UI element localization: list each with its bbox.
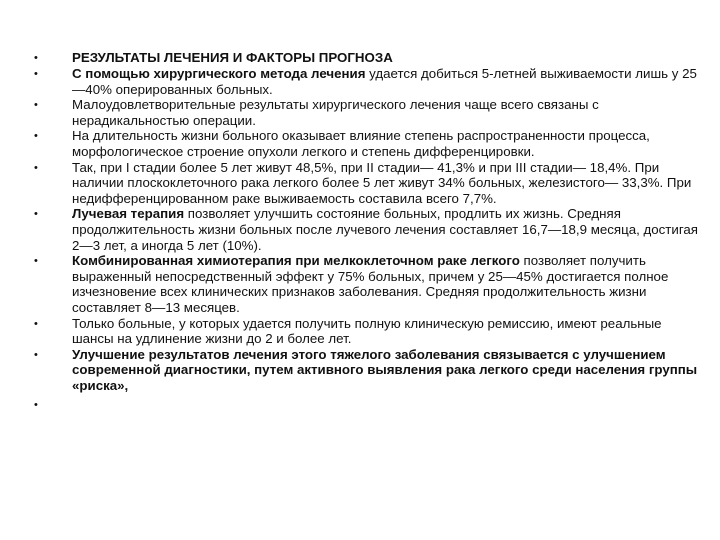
- item-text: [72, 160, 706, 207]
- item-plain-text: позволяет получить выраженный непосредственный эффект у 75% больных, причем у 25—45% достигается полное изчезновение всех клинических признаков заболевания. Средняя продолжительность жизни составляет 8—13 месяцев.: [72, 253, 669, 315]
- item-text: [72, 128, 706, 159]
- item-text: [72, 347, 706, 394]
- bullet-icon: •: [34, 52, 38, 64]
- item-plain-text: На длительность жизни больного оказывает влияние степень распространенности процесса, морфологическое строение опухоли легкого и степень дифференцировки.: [72, 128, 650, 159]
- list-item: [34, 66, 706, 97]
- item-bold-text: С помощью хирургического метода лечения: [72, 66, 366, 81]
- item-plain-text: Только больные, у которых удается получить полную клиническую ремиссию, имеют реальные шансы на удлинение жизни до 2 и более лет.: [72, 315, 662, 347]
- bullet-icon: •: [34, 317, 38, 330]
- list-item: [34, 347, 706, 394]
- list-item: [34, 206, 706, 253]
- bullet-icon: •: [34, 161, 38, 174]
- bullet-icon: •: [34, 130, 38, 143]
- list-item: [34, 50, 706, 66]
- bullet-icon: •: [34, 348, 38, 361]
- item-plain-text: удается добиться 5-летней выживаемости лишь у 25—40% оперированных больных.: [72, 66, 697, 97]
- list-item: [34, 97, 706, 128]
- bullet-icon: •: [34, 208, 38, 221]
- bullet-icon: •: [34, 68, 38, 80]
- bullet-list: [34, 50, 706, 413]
- bullet-icon: •: [34, 99, 38, 112]
- item-bold-text: Комбинированная химиотерапия при мелкоклеточном раке легкого: [72, 253, 520, 269]
- item-bold-text: Улучшение результатов лечения этого тяжелого заболевания связывается с улучшением современной диагностики, путем активного выявления рака легкого среди населения группы «риска»,: [72, 346, 698, 393]
- item-plain-text: позволяет улучшить состояние больных, продлить их жизнь. Средняя продолжительность жизни больных после лучевого лечения составляет 16,7—18,9 месяца, достигая 2—3 лет, а иногда 5 лет (10%).: [72, 206, 698, 253]
- bullet-icon: •: [34, 399, 38, 412]
- item-plain-text: Так, при I стадии более 5 лет живут 48,5%, при II стадии— 41,3% и при III стадии— 18,4%. При наличии плоскоклеточного рака легкого более 5 лет живут 34% больных, железистого— 33,3%. При недифференцированном раке выживаемость составила всего 7,7%.: [72, 159, 692, 206]
- list-item: [34, 253, 706, 315]
- item-text: [72, 253, 706, 315]
- item-bold-text: РЕЗУЛЬТАТЫ ЛЕЧЕНИЯ И ФАКТОРЫ ПРОГНОЗА: [72, 50, 393, 65]
- item-text: [72, 316, 706, 347]
- list-item: [34, 128, 706, 159]
- bullet-icon: •: [34, 255, 38, 268]
- item-plain-text: Малоудовлетворительные результаты хирургического лечения чаще всего связаны с нерадикальностью операции.: [72, 97, 599, 128]
- item-text: [72, 50, 706, 66]
- item-text: [72, 97, 706, 128]
- item-text: [72, 66, 706, 97]
- item-text: [72, 206, 706, 253]
- item-bold-text: Лучевая терапия: [72, 206, 185, 222]
- list-item: [34, 316, 706, 347]
- list-item: [34, 397, 706, 413]
- list-item: [34, 160, 706, 207]
